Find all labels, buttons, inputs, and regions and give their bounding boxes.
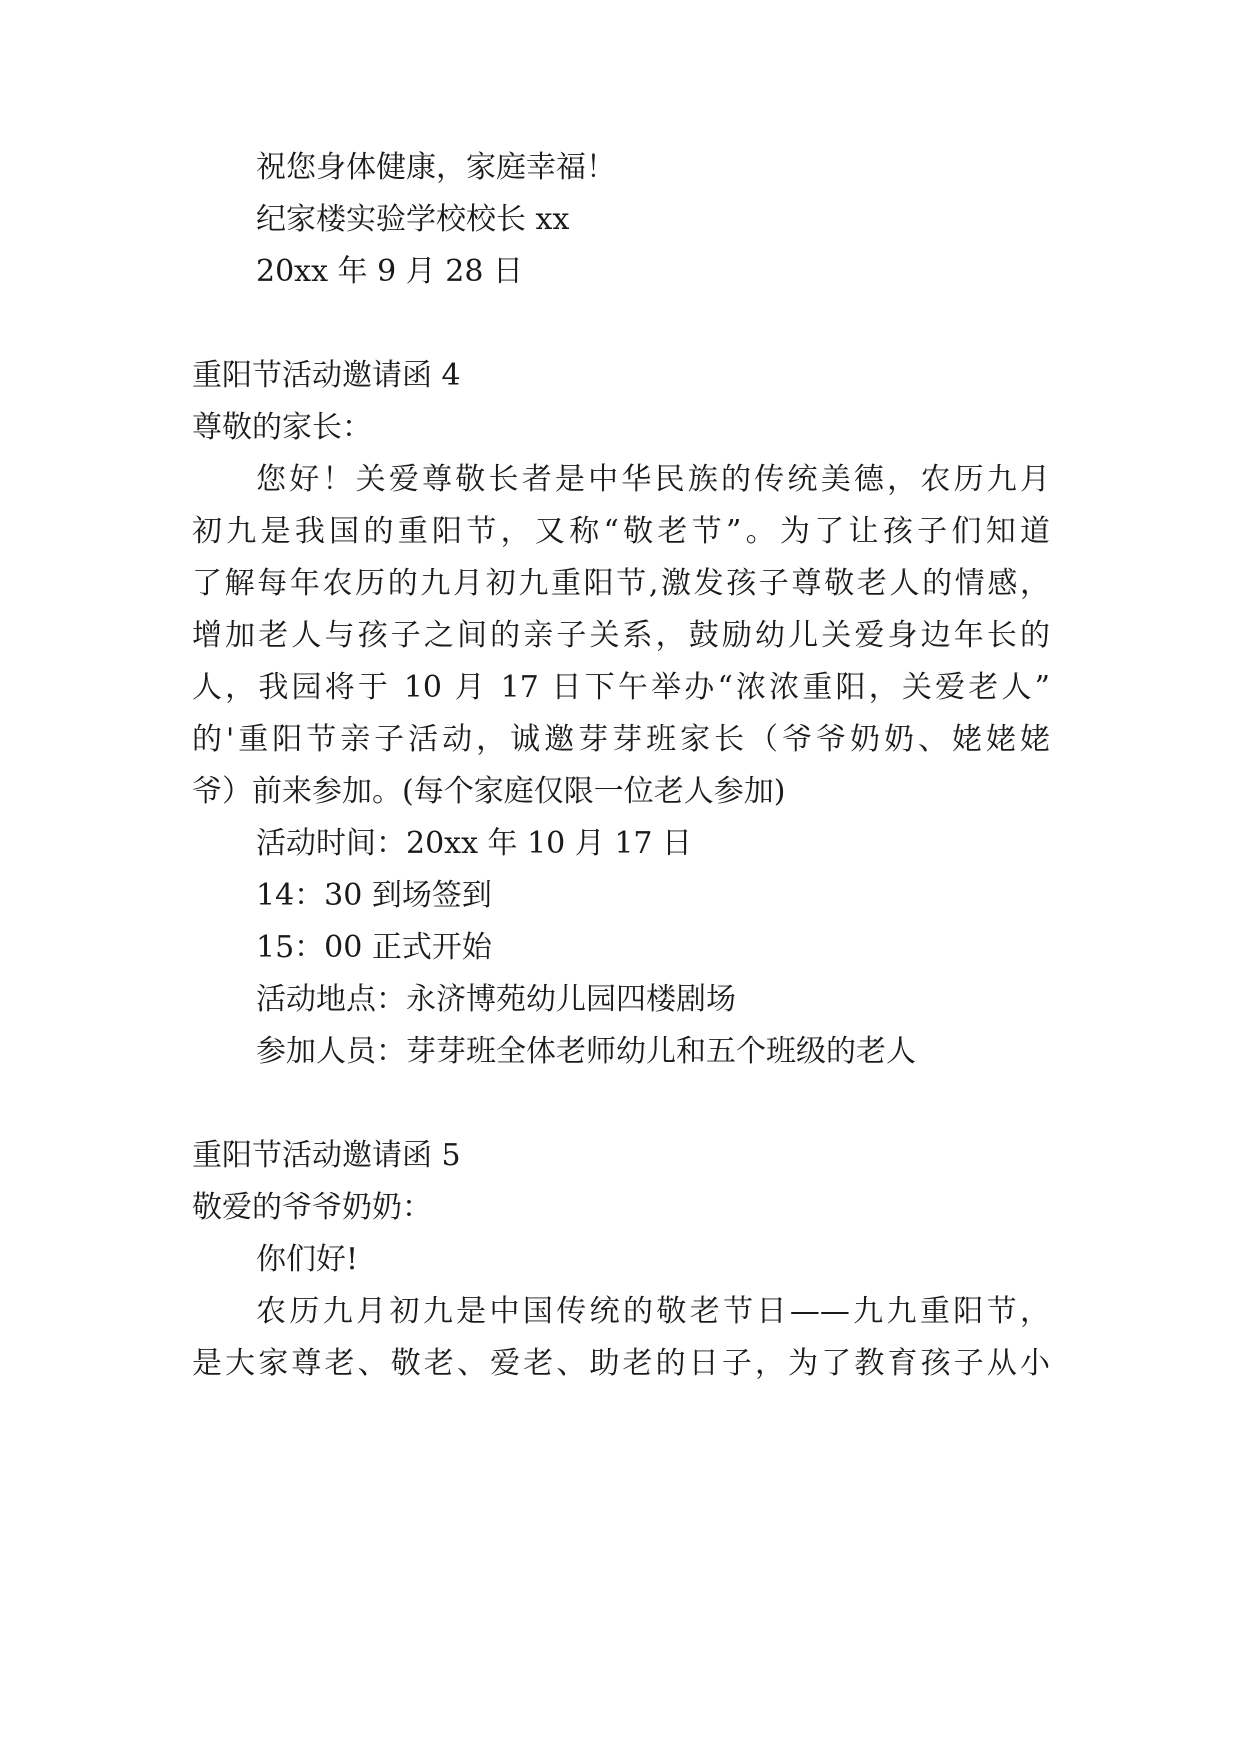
closing-date: 20xx 年 9 月 28 日 [256, 254, 523, 289]
detail-location: 活动地点：永济博苑幼儿园四楼剧场 [256, 982, 736, 1017]
letter4-paragraph-line: 的'重阳节亲子活动，诚邀芽芽班家长（爷爷奶奶、姥姥姥 [192, 722, 1050, 757]
detail-participants: 参加人员：芽芽班全体老师幼儿和五个班级的老人 [256, 1034, 916, 1069]
letter5-paragraph-line: 是大家尊老、敬老、爱老、助老的日子，为了教育孩子从小 [192, 1346, 1050, 1381]
letter4-paragraph-line: 初九是我国的重阳节，又称“敬老节”。为了让孩子们知道 [192, 514, 1050, 549]
letter4-paragraph-line: 您好！关爱尊敬长者是中华民族的传统美德，农历九月 [256, 462, 1050, 497]
detail-start: 15：00 正式开始 [256, 930, 492, 965]
letter5-paragraph-line: 农历九月初九是中国传统的敬老节日——九九重阳节， [256, 1294, 1050, 1329]
letter4-salutation: 尊敬的家长： [192, 410, 372, 445]
letter4-title: 重阳节活动邀请函 4 [192, 358, 461, 393]
letter4-paragraph-line: 了解每年农历的九月初九重阳节,激发孩子尊敬老人的情感， [192, 566, 1050, 601]
closing-wish: 祝您身体健康，家庭幸福！ [256, 150, 616, 185]
letter5-salutation: 敬爱的爷爷奶奶： [192, 1190, 432, 1225]
letter5-title: 重阳节活动邀请函 5 [192, 1138, 461, 1173]
letter4-paragraph-line: 增加老人与孩子之间的亲子关系，鼓励幼儿关爱身边年长的 [192, 618, 1050, 653]
detail-time: 活动时间：20xx 年 10 月 17 日 [256, 826, 693, 861]
letter4-paragraph-line: 爷）前来参加。(每个家庭仅限一位老人参加) [192, 774, 786, 809]
letter5-greeting: 你们好! [256, 1242, 359, 1277]
letter4-paragraph-line: 人，我园将于 10 月 17 日下午举办“浓浓重阳，关爱老人” [192, 670, 1050, 705]
closing-signature: 纪家楼实验学校校长 xx [256, 202, 570, 237]
detail-checkin: 14：30 到场签到 [256, 878, 492, 913]
